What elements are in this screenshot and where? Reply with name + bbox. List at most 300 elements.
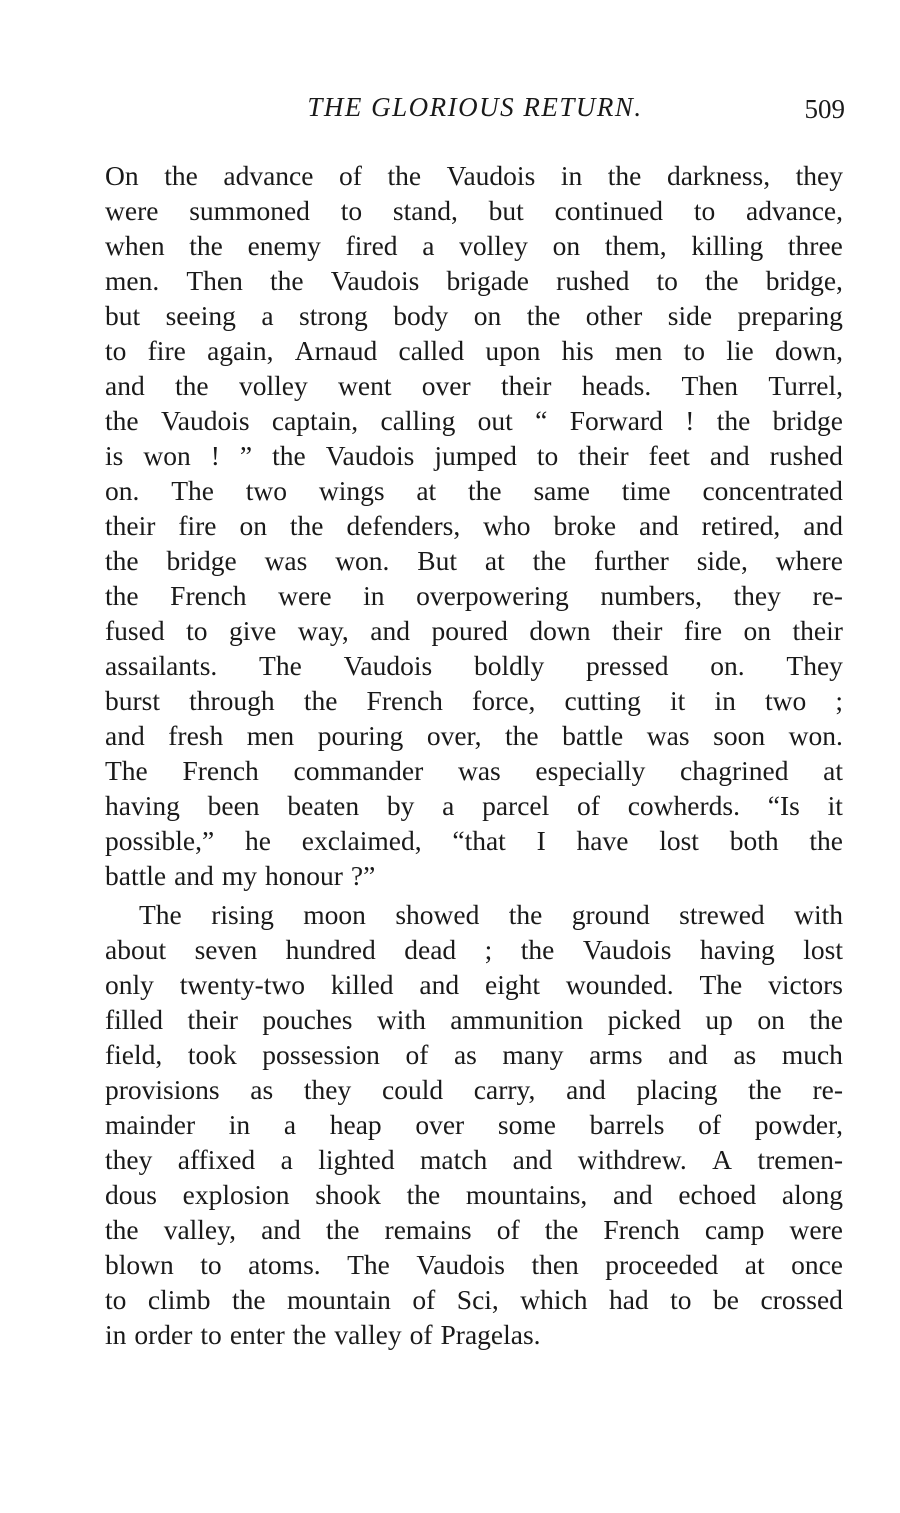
text-line xyxy=(105,648,843,683)
word: climb xyxy=(147,1284,211,1315)
paragraph xyxy=(105,897,843,1352)
word: both xyxy=(729,825,779,856)
word: the xyxy=(303,685,338,716)
word: bridge xyxy=(772,405,843,436)
word: I xyxy=(536,825,546,856)
word: to xyxy=(340,195,363,226)
word: Vaudois xyxy=(325,440,415,471)
word: They xyxy=(786,650,843,681)
word: to xyxy=(105,335,127,366)
word: wings xyxy=(318,475,385,506)
word: could xyxy=(381,1074,444,1105)
word: out xyxy=(477,405,513,436)
word: the xyxy=(505,720,539,751)
word: provisions xyxy=(105,1074,220,1105)
word: the xyxy=(406,1179,441,1210)
word: poured xyxy=(431,615,508,646)
word: blown xyxy=(105,1249,174,1280)
word: took xyxy=(187,1039,237,1070)
word: the xyxy=(748,1074,782,1105)
word: victors xyxy=(768,969,843,1000)
word: their xyxy=(105,510,156,541)
word: fresh xyxy=(168,720,224,751)
word: their xyxy=(611,615,663,646)
word: on xyxy=(239,510,267,541)
word: valley, xyxy=(163,1214,236,1245)
word: “that xyxy=(452,825,506,856)
word: the xyxy=(520,934,555,965)
word: match xyxy=(420,1144,488,1175)
word: Vaudois xyxy=(343,650,433,681)
word: Forward xyxy=(569,405,663,436)
word: jumped xyxy=(434,440,517,471)
text-line xyxy=(105,228,843,263)
word: the xyxy=(105,580,139,611)
word: and xyxy=(261,1214,301,1245)
word: stand, xyxy=(392,195,458,226)
word: with xyxy=(376,1004,426,1035)
word: valley xyxy=(334,1319,402,1350)
word: but xyxy=(488,195,524,226)
word: fire xyxy=(147,335,186,366)
word: rising xyxy=(211,899,274,930)
word: called xyxy=(398,335,465,366)
word: mountain xyxy=(287,1284,391,1315)
text-line xyxy=(105,753,843,788)
word: at xyxy=(416,475,437,506)
word: in xyxy=(363,580,385,611)
word: placing xyxy=(636,1074,718,1105)
text-line xyxy=(105,788,843,823)
word: Sci, xyxy=(456,1284,499,1315)
word: on xyxy=(473,300,502,331)
word: filled xyxy=(105,1004,164,1035)
page-number: 509 xyxy=(804,94,845,124)
word: upon xyxy=(485,335,541,366)
word: killing xyxy=(691,230,764,261)
word: ; xyxy=(484,934,493,965)
text-line xyxy=(105,1177,843,1212)
word: boldly xyxy=(473,650,545,681)
word: withdrew. xyxy=(577,1144,687,1175)
word: the xyxy=(607,160,642,191)
word: the xyxy=(468,475,502,506)
text-line xyxy=(105,967,843,1002)
word: cutting xyxy=(564,685,641,716)
text-line xyxy=(105,932,843,967)
word: the xyxy=(289,510,324,541)
word: at xyxy=(823,755,843,786)
word: mainder xyxy=(105,1109,196,1140)
word: affixed xyxy=(177,1144,256,1175)
word: the xyxy=(105,405,139,436)
word: lost xyxy=(803,934,843,965)
text-line xyxy=(105,578,843,613)
word: with xyxy=(794,899,843,930)
word: be xyxy=(713,1284,739,1315)
word: they xyxy=(733,580,781,611)
word: body xyxy=(393,300,449,331)
word: the xyxy=(231,1284,266,1315)
word: the xyxy=(175,370,209,401)
word: on. xyxy=(105,475,140,506)
word: a xyxy=(280,1144,293,1175)
word: to xyxy=(693,195,716,226)
word: especially xyxy=(535,755,646,786)
word: French xyxy=(366,685,443,716)
word: the xyxy=(532,545,567,576)
word: over xyxy=(421,370,471,401)
word: of xyxy=(698,1109,722,1140)
word: of xyxy=(412,1284,436,1315)
word: powder, xyxy=(754,1109,843,1140)
word: brigade xyxy=(446,265,529,296)
word: ! xyxy=(210,440,220,471)
word: the xyxy=(716,405,751,436)
word: calling xyxy=(380,405,456,436)
word: in xyxy=(228,1109,251,1140)
word: the xyxy=(272,440,306,471)
word: in xyxy=(560,160,583,191)
word: same xyxy=(533,475,590,506)
word: feet xyxy=(648,440,690,471)
word: arms xyxy=(589,1039,643,1070)
word: overpowering xyxy=(416,580,569,611)
word: which xyxy=(520,1284,588,1315)
word: as xyxy=(453,1039,477,1070)
word: Vaudois xyxy=(330,265,420,296)
text-line xyxy=(105,1282,843,1317)
word: the xyxy=(809,825,843,856)
word: French xyxy=(603,1214,680,1245)
text-line xyxy=(105,158,843,193)
word: their xyxy=(578,440,629,471)
word: tremen- xyxy=(757,1144,843,1175)
word: other xyxy=(585,300,643,331)
word: The xyxy=(699,969,743,1000)
word: ! xyxy=(685,405,695,436)
word: won. xyxy=(335,545,390,576)
word: in xyxy=(714,685,736,716)
word: of xyxy=(409,1319,433,1350)
text-line xyxy=(105,1317,843,1352)
text-line xyxy=(105,897,843,932)
word: down xyxy=(529,615,591,646)
text-line xyxy=(105,1107,843,1142)
page-header xyxy=(105,92,845,132)
word: the xyxy=(105,545,139,576)
word: Turrel, xyxy=(768,370,843,401)
word: he xyxy=(245,825,271,856)
word: then xyxy=(531,1249,579,1280)
word: wounded. xyxy=(565,969,674,1000)
word: on xyxy=(552,230,581,261)
word: force, xyxy=(472,685,536,716)
word: bridge xyxy=(166,545,237,576)
word: again, xyxy=(207,335,274,366)
word: only xyxy=(105,969,154,1000)
word: having xyxy=(699,934,775,965)
word: of xyxy=(577,790,600,821)
word: and xyxy=(709,440,750,471)
word: as xyxy=(250,1074,274,1105)
word: and xyxy=(105,370,145,401)
word: to xyxy=(683,335,705,366)
word: picked xyxy=(607,1004,681,1035)
word: and xyxy=(566,1074,606,1105)
word: was xyxy=(264,545,308,576)
word: men xyxy=(246,720,295,751)
word: up xyxy=(705,1004,733,1035)
word: commander xyxy=(293,755,424,786)
word: side, xyxy=(696,545,748,576)
word: defenders, xyxy=(346,510,461,541)
word: advance, xyxy=(746,195,843,226)
word: it xyxy=(670,685,686,716)
word: echoed xyxy=(678,1179,757,1210)
word: to xyxy=(656,265,678,296)
word: ground xyxy=(571,899,650,930)
word: enemy xyxy=(247,230,321,261)
word: their xyxy=(500,370,552,401)
word: The xyxy=(171,475,214,506)
word: on. xyxy=(710,650,745,681)
word: a xyxy=(422,230,435,261)
word: the xyxy=(292,1319,327,1350)
word: men xyxy=(614,335,663,366)
running-title: THE GLORIOUS RETURN. xyxy=(307,92,643,122)
word: strewed xyxy=(679,899,765,930)
word: ?” xyxy=(350,860,376,891)
word: won xyxy=(143,440,191,471)
word: Vaudois xyxy=(416,1249,505,1280)
word: on xyxy=(757,1004,785,1035)
word: it xyxy=(827,790,843,821)
word: and xyxy=(370,615,410,646)
word: Vaudois xyxy=(446,160,536,191)
word: who xyxy=(483,510,531,541)
word: But xyxy=(417,545,458,576)
word: possible,” xyxy=(105,825,215,856)
word: fired xyxy=(345,230,398,261)
word: On xyxy=(105,160,139,191)
word: ; xyxy=(835,685,843,716)
word: have xyxy=(576,825,629,856)
word: “Is xyxy=(767,790,800,821)
word: some xyxy=(497,1109,556,1140)
text-line xyxy=(105,403,843,438)
word: volley xyxy=(459,230,528,261)
word: pouches xyxy=(262,1004,353,1035)
word: a xyxy=(442,790,455,821)
word: men. xyxy=(105,265,160,296)
word: volley xyxy=(238,370,308,401)
word: three xyxy=(787,230,843,261)
word: a xyxy=(283,1109,297,1140)
word: burst xyxy=(105,685,160,716)
word: Then xyxy=(681,370,739,401)
word: and xyxy=(668,1039,708,1070)
word: rushed xyxy=(556,265,630,296)
word: give xyxy=(228,615,277,646)
word: of xyxy=(339,160,362,191)
word: cowherds. xyxy=(627,790,740,821)
word: fused xyxy=(105,615,165,646)
word: retired, xyxy=(701,510,781,541)
word: enter xyxy=(229,1319,285,1350)
word: were xyxy=(105,195,159,226)
word: Then xyxy=(186,265,243,296)
word: concentrated xyxy=(702,475,843,506)
word: re- xyxy=(812,1074,843,1105)
word: won. xyxy=(788,720,843,751)
word: further xyxy=(594,545,669,576)
word: two xyxy=(764,685,807,716)
word: at xyxy=(484,545,505,576)
word: his xyxy=(561,335,594,366)
word: Arnaud xyxy=(294,335,378,366)
text-line xyxy=(105,1247,843,1282)
word: chagrined xyxy=(680,755,789,786)
word: A xyxy=(712,1144,733,1175)
word: exclaimed, xyxy=(301,825,422,856)
text-line xyxy=(105,1072,843,1107)
word: The xyxy=(139,899,182,930)
word: as xyxy=(733,1039,757,1070)
word: preparing xyxy=(737,300,843,331)
word: down, xyxy=(774,335,843,366)
word: numbers, xyxy=(600,580,702,611)
word: they xyxy=(303,1074,352,1105)
word: honour xyxy=(264,860,343,891)
word: their xyxy=(792,615,843,646)
word: field, xyxy=(105,1039,163,1070)
word: ammunition xyxy=(450,1004,584,1035)
word: strong xyxy=(299,300,368,331)
word: when xyxy=(105,230,165,261)
word: in xyxy=(105,1319,127,1350)
word: the xyxy=(387,160,422,191)
word: were xyxy=(789,1214,843,1245)
word: advance xyxy=(223,160,314,191)
word: atoms. xyxy=(248,1249,321,1280)
word: the xyxy=(164,160,198,191)
text-line xyxy=(105,368,843,403)
word: they xyxy=(105,1144,153,1175)
word: over xyxy=(415,1109,465,1140)
word: possession xyxy=(262,1039,380,1070)
word: carry, xyxy=(473,1074,536,1105)
word: the xyxy=(270,265,304,296)
word: re- xyxy=(812,580,843,611)
word: lighted xyxy=(318,1144,395,1175)
word: bridge, xyxy=(765,265,843,296)
word: two xyxy=(245,475,288,506)
word: the xyxy=(325,1214,360,1245)
word: was xyxy=(646,720,690,751)
paragraph xyxy=(105,158,843,893)
word: having xyxy=(105,790,180,821)
text-line xyxy=(105,823,843,858)
word: and xyxy=(105,720,145,751)
word: hundred xyxy=(285,934,376,965)
word: moon xyxy=(303,899,366,930)
word: soon xyxy=(713,720,766,751)
word: The xyxy=(259,650,302,681)
text-line xyxy=(105,543,843,578)
word: pressed xyxy=(586,650,669,681)
word: my xyxy=(221,860,257,891)
word: were xyxy=(278,580,332,611)
word: summoned xyxy=(189,195,310,226)
text-line xyxy=(105,683,843,718)
word: ” xyxy=(239,440,253,471)
word: The xyxy=(105,755,148,786)
word: to xyxy=(186,615,208,646)
text-line xyxy=(105,1002,843,1037)
word: at xyxy=(744,1249,765,1280)
word: to xyxy=(200,1319,222,1350)
word: once xyxy=(791,1249,843,1280)
text-line xyxy=(105,1142,843,1177)
word: heads. xyxy=(581,370,652,401)
word: the xyxy=(544,1214,579,1245)
word: parcel xyxy=(482,790,550,821)
word: is xyxy=(105,440,124,471)
body-text xyxy=(105,158,843,1352)
text-line xyxy=(105,613,843,648)
word: to xyxy=(200,1249,222,1280)
text-line xyxy=(105,298,843,333)
word: French xyxy=(170,580,247,611)
word: remains xyxy=(384,1214,472,1245)
word: where xyxy=(775,545,843,576)
text-line xyxy=(105,263,843,298)
text-line xyxy=(105,718,843,753)
word: shook xyxy=(315,1179,381,1210)
word: to xyxy=(536,440,559,471)
word: Vaudois xyxy=(160,405,250,436)
word: along xyxy=(781,1179,843,1210)
word: through xyxy=(189,685,275,716)
text-line xyxy=(105,1037,843,1072)
word: lost xyxy=(659,825,699,856)
word: battle xyxy=(105,860,167,891)
word: was xyxy=(457,755,501,786)
word: lie xyxy=(726,335,754,366)
word: French xyxy=(182,755,259,786)
word: dead xyxy=(404,934,457,965)
word: went xyxy=(338,370,392,401)
word: and xyxy=(612,1179,653,1210)
word: dous xyxy=(105,1179,157,1210)
word: the xyxy=(809,1004,843,1035)
word: camp xyxy=(704,1214,765,1245)
word: and xyxy=(803,510,843,541)
text-line xyxy=(105,333,843,368)
word: them, xyxy=(604,230,667,261)
word: way, xyxy=(297,615,349,646)
word: Vaudois xyxy=(582,934,672,965)
word: broke xyxy=(553,510,617,541)
word: and xyxy=(419,969,460,1000)
word: eight xyxy=(485,969,541,1000)
word: had xyxy=(608,1284,649,1315)
word: of xyxy=(405,1039,429,1070)
word: about xyxy=(105,934,167,965)
word: assailants. xyxy=(105,650,218,681)
word: rushed xyxy=(769,440,843,471)
